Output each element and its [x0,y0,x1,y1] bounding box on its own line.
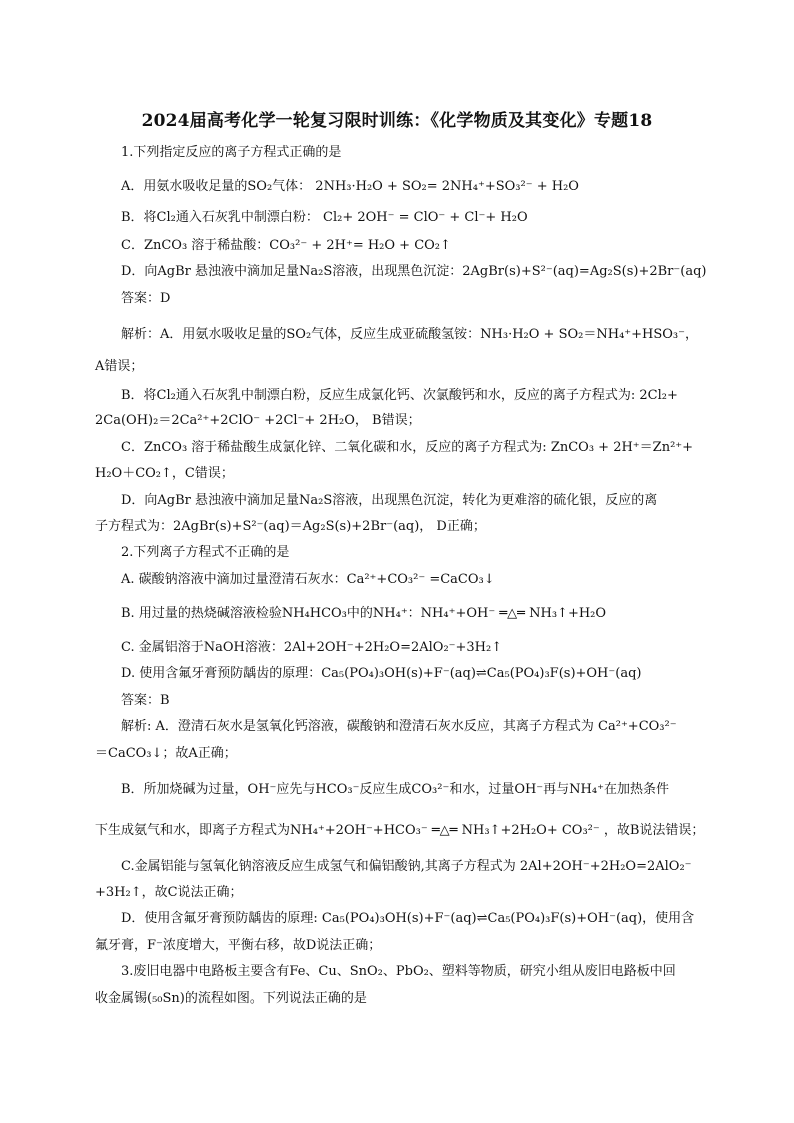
q1-answer: 答案：D [121,291,171,306]
q2-option-a: A. 碳酸钠溶液中滴加过量澄清石灰水：Ca²⁺+CO₃²⁻ =CaCO₃↓ [121,572,495,587]
question-3-stem-cont: 收金属锡(₅₀Sn)的流程如图。下列说法正确的是 [95,991,367,1006]
q2-answer: 答案：B [121,693,170,708]
q2-explanation-d-cont: 氟牙膏，F⁻浓度增大，平衡右移，故D说法正确； [95,938,382,953]
q1-option-d: D．向AgBr 悬浊液中滴加足量Na₂S溶液，出现黑色沉淀：2AgBr(s)+S²⁻(aq)=Ag₂S(s)+2Br⁻(aq) [121,264,707,279]
q1-explanation-c: C．ZnCO₃ 溶于稀盐酸生成氯化锌、二氧化碳和水，反应的离子方程式为: ZnCO₃ + 2H⁺＝Zn²⁺+ [121,440,694,455]
q1-explanation-d-cont: 子方程式为：2AgBr(s)+S²⁻(aq)＝Ag₂S(s)+2Br⁻(aq)， D正确； [95,519,486,534]
q1-explanation-a-cont: A错误； [95,359,144,374]
q2-explanation-b-cont: 下生成氨气和水，即离子方程式为NH₄⁺+2OH⁻+HCO₃⁻ ═△═ NH₃↑+2H₂O+ CO₃²⁻ ，故B说法错误； [95,823,705,838]
q2-explanation-d: D．使用含氟牙膏预防龋齿的原理: Ca₅(PO₄)₃OH(s)+F⁻(aq)⇌Ca₅(PO₄)₃F(s)+OH⁻(aq)，使用含 [121,911,695,926]
document-title: 2024届高考化学一轮复习限时训练：《化学物质及其变化》专题18 [141,111,653,131]
q1-explanation-b-cont: 2Ca(OH)₂＝2Ca²⁺+2ClO⁻ +2Cl⁻+ 2H₂O， B错误； [95,413,421,428]
q2-option-b: B. 用过量的热烧碱溶液检验NH₄HCO₃中的NH₄⁺：NH₄⁺+OH⁻ ═△═ NH₃↑+H₂O [121,606,607,621]
q1-option-b: B．将Cl₂通入石灰乳中制漂白粉： Cl₂+ 2OH⁻ = ClO⁻ + Cl⁻+ H₂O [121,210,528,225]
q1-explanation-b: B．将Cl₂通入石灰乳中制漂白粉，反应生成氯化钙、次氯酸钙和水，反应的离子方程式为: 2Cl₂+ [121,388,678,403]
q1-explanation-d: D．向AgBr 悬浊液中滴加足量Na₂S溶液，出现黑色沉淀，转化为更难溶的硫化银，反应的离 [121,493,658,508]
q2-option-d: D. 使用含氟牙膏预防龋齿的原理：Ca₅(PO₄)₃OH(s)+F⁻(aq)⇌Ca₅(PO₄)₃F(s)+OH⁻(aq) [121,666,642,681]
question-3-stem: 3.废旧电器中电路板主要含有Fe、Cu、SnO₂、PbO₂、塑料等物质，研究小组从废旧电路板中回 [121,964,676,979]
q2-explanation-c: C.金属铝能与氢氧化钠溶液反应生成氢气和偏铝酸钠,其离子方程式为 2Al+2OH⁻+2H₂O=2AlO₂⁻ [121,859,692,874]
q1-explanation-a: 解析：A．用氨水吸收足量的SO₂气体，反应生成亚硫酸氢铵：NH₃·H₂O + SO₂＝NH₄⁺+HSO₃⁻， [121,327,699,342]
question-2-stem: 2.下列离子方程式不正确的是 [121,545,290,560]
q1-explanation-c-cont: H₂O＋CO₂↑，C错误； [95,466,234,481]
q2-explanation-a: 解析: A．澄清石灰水是氢氧化钙溶液，碳酸钠和澄清石灰水反应，其离子方程式为 Ca²⁺+CO₃²⁻ [121,719,677,734]
q2-explanation-a-cont: ＝CaCO₃↓；故A正确； [95,746,237,761]
q2-explanation-b: B．所加烧碱为过量，OH⁻应先与HCO₃⁻反应生成CO₃²⁻和水，过量OH⁻再与NH₄⁺在加热条件 [121,782,669,797]
q1-option-a: A．用氨水吸收足量的SO₂气体： 2NH₃·H₂O + SO₂= 2NH₄⁺+SO₃²⁻ + H₂O [121,179,579,194]
question-1-stem: 1.下列指定反应的离子方程式正确的是 [121,145,342,160]
q2-explanation-c-cont: +3H₂↑，故C说法正确； [95,885,243,900]
q1-option-c: C．ZnCO₃ 溶于稀盐酸：CO₃²⁻ + 2H⁺= H₂O + CO₂↑ [121,238,451,253]
q2-option-c: C. 金属铝溶于NaOH溶液：2Al+2OH⁻+2H₂O=2AlO₂⁻+3H₂↑ [121,640,503,655]
